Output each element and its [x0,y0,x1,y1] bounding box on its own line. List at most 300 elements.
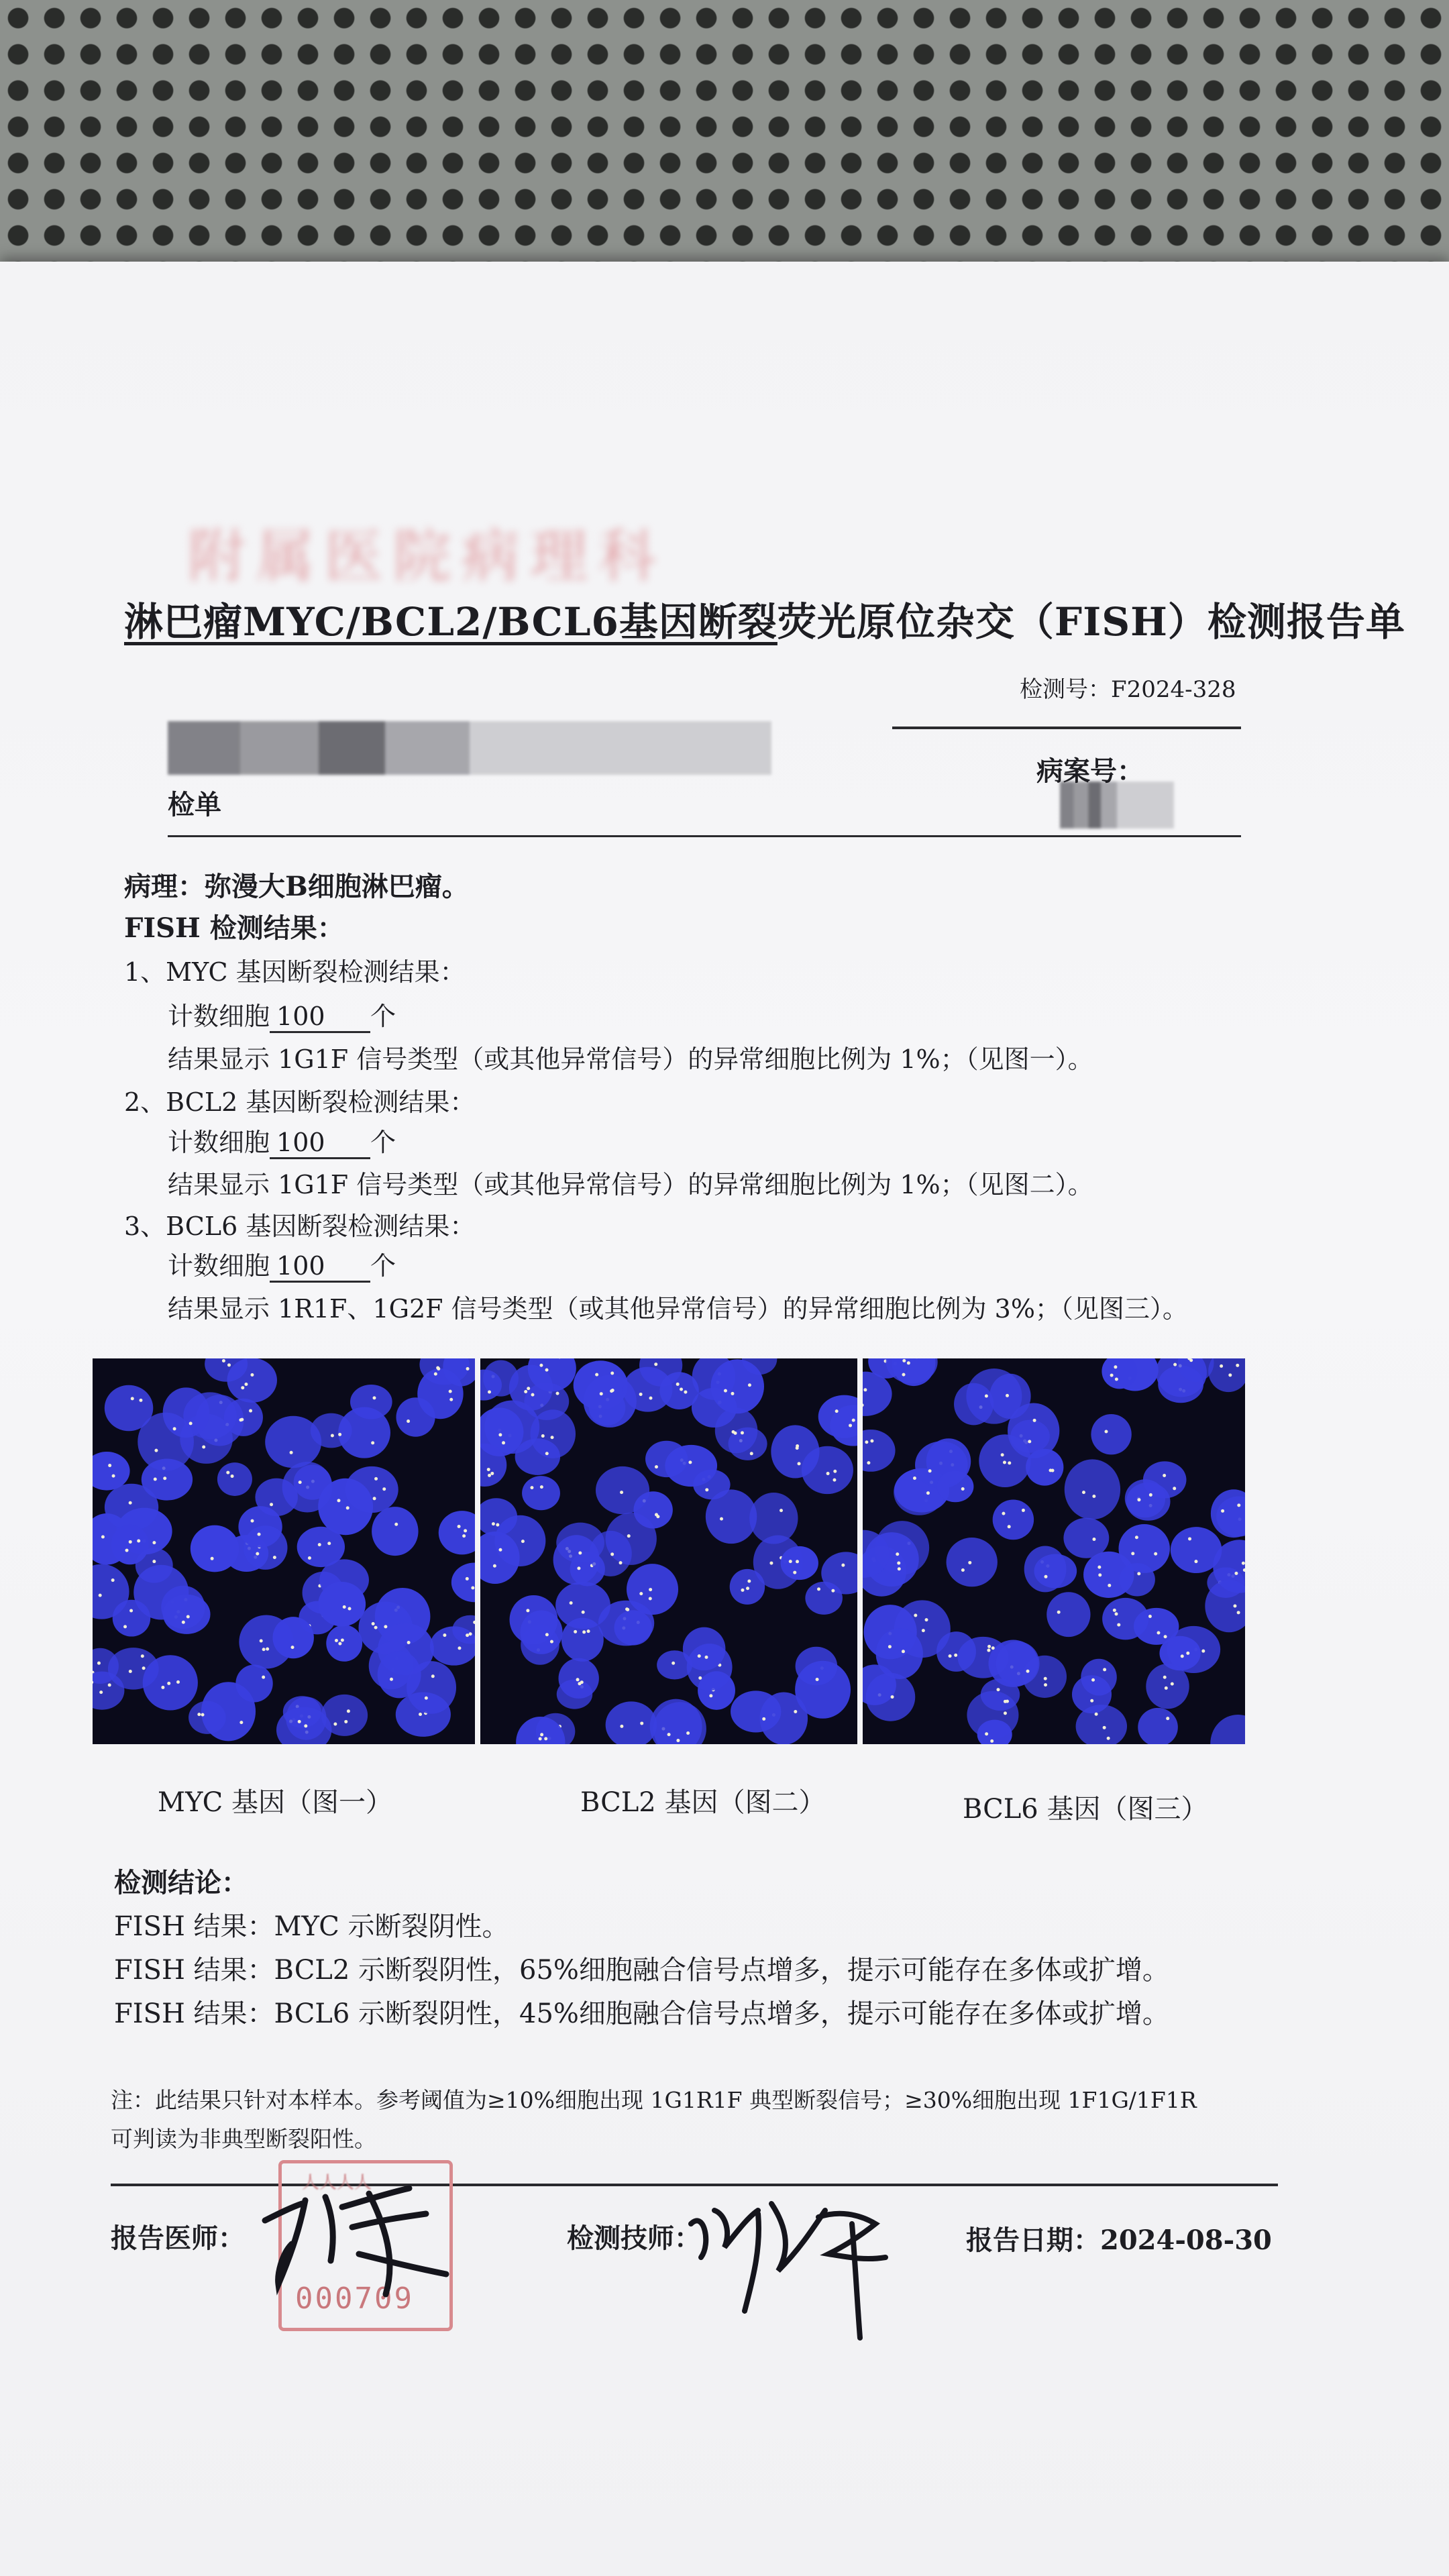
item-result: 结果显示 1G1F 信号类型（或其他异常信号）的异常细胞比例为 1%；（见图二）。 [168,1170,1093,1199]
cell-nucleus [407,1661,456,1714]
fish-signal-dot [201,1713,205,1717]
fish-signal-dot [347,1709,350,1713]
fish-signal-dot [1090,1699,1093,1703]
fish-signal-dot [526,1609,529,1612]
fish-signal-dot [649,1597,652,1600]
fish-signal-dot [985,1394,988,1397]
fish-signal-dot [1022,1509,1025,1512]
fish-signal-dot [226,1471,229,1474]
fish-signal-dot [531,1393,535,1397]
cell-nucleus [710,1359,764,1413]
fish-signal-dot [649,1588,652,1591]
fish-signal-dot [1049,1468,1053,1472]
hospital-name: 附属医院病理科 [188,523,667,590]
fish-signal-dot [577,1566,580,1570]
cell-nucleus [749,1493,798,1544]
fish-signal-dot [639,1592,643,1595]
fish-signal-dot [182,1621,185,1624]
cell-count-line [168,996,396,1033]
fish-signal-dot [466,1577,469,1580]
fish-signal-dot [698,1654,701,1658]
fish-signal-dot [487,1468,490,1471]
fish-signal-dot [390,1678,393,1681]
cell-nucleus [993,1499,1034,1540]
fish-signal-dot [539,1364,543,1367]
fish-signal-dot [338,1642,341,1646]
fish-signal-dot [902,1359,906,1362]
fish-signal-dot [437,1367,440,1371]
fish-signal-dot [291,1646,294,1649]
fish-signal-dot [154,1477,157,1481]
cell-nucleus [521,1611,563,1654]
fish-signal-dot [492,1522,495,1525]
fish-signal-dot [833,1470,837,1473]
fish-signal-dot [1163,1474,1166,1477]
figure-caption: BCL6 基因（图三） [963,1794,1208,1825]
fish-signal-dot [961,1487,965,1491]
fish-signal-dot [173,1427,176,1430]
fish-signal-dot [251,1519,254,1523]
fish-signal-dot [954,1654,957,1657]
fish-signal-dot [343,1605,346,1609]
fish-signal-dot [347,1607,351,1610]
fish-signal-dot [382,1487,386,1491]
fish-signal-dot [449,1398,453,1401]
fish-signal-dot [142,1666,146,1670]
fish-signal-dot [469,1632,472,1635]
item-result: 结果显示 1G1F 信号类型（或其他异常信号）的异常细胞比例为 1%；（见图一）。 [168,1044,1093,1074]
report-title-underlined: 淋巴瘤MYC/BCL2/BCL6基因断裂 [124,599,777,645]
cell-nucleus [1102,1598,1148,1640]
fish-signal-dot [841,1564,845,1567]
patient-info-redacted [168,721,771,775]
fish-signal-dot [1115,1378,1118,1381]
fish-signal-dot [1237,1503,1240,1507]
report-date: 报告日期：2024-08-30 [966,2224,1272,2256]
fish-signal-dot [826,1472,830,1475]
fish-signal-dot [99,1690,103,1694]
cell-nucleus [1046,1592,1090,1637]
fish-signal-dot [865,1440,868,1444]
fish-signal-dot [466,1633,469,1637]
fish-signal-dot [374,1626,378,1629]
conclusion-line: FISH 结果：BCL2 示断裂阴性，65%细胞融合信号点增多，提示可能存在多体或扩增。 [114,1955,1169,1986]
cell-nucleus [937,1471,974,1503]
fish-signal-dot [655,1513,658,1516]
cell-nucleus [439,1511,475,1554]
fish-signal-dot [582,1630,586,1633]
cell-nucleus [590,1531,632,1576]
fish-signal-dot [318,1543,321,1546]
fish-signal-dot [705,1488,708,1491]
fish-signal-dot [266,1648,269,1651]
fish-signal-dot [490,1472,494,1475]
fish-signal-dot [346,1506,350,1509]
fish-signal-dot [99,1594,102,1597]
fish-signal-dot [914,1613,917,1617]
fish-signal-dot [545,1368,549,1372]
fish-signal-dot [731,1392,734,1395]
fish-signal-dot [796,1446,799,1450]
fish-signal-dot [139,1399,142,1402]
fish-signal-dot [1114,1612,1118,1615]
cell-nucleus [866,1673,916,1721]
fish-signal-dot [298,1720,301,1723]
fish-signal-dot [724,1389,727,1393]
fish-signal-dot [258,1533,261,1536]
fish-signal-dot [434,1373,437,1376]
cell-nucleus [1138,1708,1178,1744]
fish-signal-dot [544,1737,547,1740]
fish-signal-dot [570,1601,573,1605]
fish-signal-dot [720,1517,723,1521]
fish-signal-dot [1008,1461,1011,1464]
cell-nucleus [1034,1554,1077,1589]
fish-signal-dot [260,1640,263,1643]
cell-nucleus [876,1628,923,1679]
fish-signal-dot [1113,1609,1116,1612]
fish-signal-dot [372,1396,376,1399]
cell-count-label: 计数细胞 [168,1002,270,1031]
reference-note: 可判读为非典型断裂阳性。 [111,2126,376,2152]
cell-nucleus [818,1395,857,1438]
fish-signal-dot [863,1388,867,1391]
fish-signal-dot [129,1670,132,1673]
fish-signal-dot [137,1540,140,1543]
fish-signal-dot [176,1680,180,1684]
fish-signal-dot [262,1648,266,1651]
fish-signal-dot [186,1615,190,1618]
cell-nucleus [113,1600,150,1637]
cell-count-unit: 个 [370,1251,396,1281]
conclusion-line: FISH 结果：BCL6 示断裂阴性，45%细胞融合信号点增多，提示可能存在多体或扩增。 [114,1998,1169,2029]
stamp-number: 000709 [295,2282,414,2316]
cell-nucleus [451,1563,475,1603]
fish-signal-dot [1166,1717,1169,1720]
fish-signal-dot [222,1359,225,1362]
fish-signal-dot [152,1560,156,1563]
cell-nucleus [989,1374,1031,1419]
fish-signal-dot [333,1723,337,1726]
fish-signal-dot [540,1485,543,1489]
cell-nucleus [235,1664,272,1702]
fish-signal-dot [129,1540,132,1544]
fish-signal-dot [290,1451,293,1454]
fish-signal-dot [1242,1562,1245,1565]
fish-signal-dot [1044,1677,1047,1680]
cell-nucleus [1065,1459,1120,1519]
cell-nucleus [1026,1449,1063,1486]
fish-signal-dot [600,1392,603,1395]
fish-signal-dot [582,1611,585,1614]
diagnosis: 病理：弥漫大B细胞淋巴瘤。 [124,871,469,902]
fish-signal-dot [97,1662,101,1665]
fish-signal-dot [304,1724,307,1727]
fish-signal-dot [1181,1654,1184,1658]
fish-signal-dot [1148,1615,1152,1618]
fish-signal-dot [1026,1670,1030,1673]
fish-signal-dot [1228,1373,1232,1377]
fish-image-bcl6 [863,1358,1245,1744]
fish-signal-dot [493,1564,496,1568]
fish-signal-dot [741,1431,744,1434]
cell-count-line [168,1122,396,1159]
fish-signal-dot [1103,1668,1106,1671]
fish-signal-dot [741,1589,744,1592]
fish-signal-dot [831,1589,835,1593]
fish-signal-dot [123,1625,127,1628]
fish-signal-dot [750,1452,753,1455]
cell-nucleus [1091,1414,1131,1454]
fish-signal-dot [111,1578,115,1582]
fish-signal-dot [262,1676,265,1679]
cell-nucleus [781,1546,818,1580]
fish-signal-dot [898,1567,901,1570]
fish-signal-dot [256,1552,259,1556]
fish-signal-dot [1057,1611,1061,1614]
fish-signal-dot [1173,1487,1176,1490]
fish-signal-dot [545,1452,549,1455]
fish-signal-dot [239,1721,243,1724]
cell-count-label: 计数细胞 [168,1251,270,1281]
cell-nucleus [683,1627,726,1671]
patient-info-bottom-rule [168,835,1241,837]
fish-signal-dot [1135,1536,1138,1539]
fish-signal-dot [655,1465,658,1468]
conclusion-line: FISH 结果：MYC 示断裂阴性。 [114,1911,509,1942]
fish-signal-dot [1104,1430,1108,1433]
doctor-signature [252,2174,466,2308]
fish-signal-dot [270,1503,273,1506]
fish-signal-dot [371,1441,374,1444]
fish-signal-dot [961,1568,965,1572]
fish-signal-dot [488,1474,491,1477]
fish-signal-dot [625,1607,629,1611]
fish-signal-dot [996,1688,1000,1691]
fish-signal-dot [458,1525,461,1528]
fish-signal-dot [610,1552,614,1556]
fish-signal-dot [1006,1394,1009,1397]
exam-label: 检单 [168,789,221,820]
fish-signal-dot [1194,1560,1197,1563]
cell-nucleus [596,1466,649,1514]
cell-nucleus [138,1413,194,1471]
fish-signal-dot [1233,1605,1236,1608]
fish-signal-dot [1157,1631,1160,1634]
fish-signal-dot [698,1676,702,1680]
fish-signal-dot [152,1541,156,1544]
fish-signal-dot [796,1560,799,1563]
fish-signal-dot [372,1622,375,1625]
fish-signal-dot [688,1460,692,1464]
test-number: 检测号：F2024-328 [1020,676,1236,703]
fish-signal-dot [1234,1572,1238,1575]
fish-signal-dot [576,1678,580,1681]
fish-signal-dot [1201,1650,1205,1653]
fish-signal-dot [273,1556,276,1559]
cell-nucleus [771,1425,819,1478]
fish-signal-dot [407,1419,410,1423]
fish-signal-dot [101,1536,105,1539]
fish-signal-dot [1004,1700,1007,1703]
fish-signal-dot [578,1552,582,1555]
fish-signal-dot [640,1721,643,1725]
fish-signal-dot [867,1461,870,1464]
fish-signal-dot [1236,1364,1239,1367]
fish-signal-dot [891,1695,894,1699]
fish-signal-dot [163,1477,166,1480]
fish-signal-dot [620,1491,623,1494]
fish-signal-dot [705,1656,708,1659]
fish-signal-dot [676,1739,680,1742]
fish-signal-dot [907,1361,910,1364]
cell-nucleus [282,1462,333,1512]
fish-signal-dot [574,1630,577,1633]
fish-signal-dot [108,1683,111,1686]
fish-signal-dot [928,1469,932,1472]
fish-signal-dot [335,1639,338,1642]
cell-nucleus [981,1678,1020,1711]
fish-signal-dot [241,1386,244,1389]
cell-count-label: 计数细胞 [168,1128,270,1157]
fish-signal-dot [587,1629,590,1633]
fish-signal-dot [816,1678,819,1681]
cell-nucleus [326,1625,362,1662]
cell-nucleus [947,1538,998,1587]
fish-signal-dot [521,1540,525,1543]
fish-signal-dot [524,1390,527,1393]
fish-signal-dot [1044,1575,1047,1578]
fish-signal-dot [527,1387,530,1390]
fish-signal-dot [539,1737,542,1741]
cell-nucleus [715,1408,758,1454]
fish-signal-dot [849,1424,852,1427]
fish-signal-dot [1154,1552,1157,1556]
fish-signal-dot [108,1464,111,1467]
fish-signal-dot [498,1433,502,1436]
cell-nucleus [1210,1715,1245,1744]
fish-signal-dot [1171,1682,1174,1686]
fish-signal-dot [748,1383,751,1387]
fish-signal-dot [1110,1374,1114,1377]
cell-nucleus [136,1548,173,1582]
fish-signal-dot [498,1548,502,1552]
cell-nucleus [522,1476,560,1510]
fish-signal-dot [926,1491,930,1495]
fish-signal-dot [1097,1566,1101,1569]
fish-signal-dot [1221,1509,1224,1513]
report-title-rest: 荧光原位杂交（FISH）检测报告单 [777,599,1405,645]
fish-signal-dot [762,1717,765,1721]
technician-label: 检测技师： [567,2222,701,2254]
fish-signal-dot [896,1552,899,1556]
cell-nucleus [1063,1518,1109,1558]
fish-signal-dot [466,1367,470,1371]
fish-signal-dot [1003,1461,1006,1464]
cell-nucleus [345,1466,398,1513]
cell-nucleus [645,1441,688,1477]
cell-nucleus [1081,1659,1117,1696]
fish-signal-dot [1091,1678,1095,1682]
fish-signal-dot [676,1383,680,1386]
fish-signal-dot [374,1477,378,1481]
cell-nucleus [189,1701,226,1734]
report-doctor-label: 报告医师： [111,2222,245,2254]
fish-signal-dot [464,1529,467,1532]
cell-nucleus [93,1452,130,1491]
cell-nucleus [1211,1489,1245,1538]
conclusion-heading: 检测结论： [114,1867,248,1898]
fish-signal-dot [949,1654,952,1658]
fish-signal-dot [541,1434,545,1438]
cell-nucleus [558,1658,598,1699]
cell-nucleus [372,1507,418,1556]
fish-signal-dot [299,1481,302,1484]
fish-signal-dot [471,1587,474,1590]
fish-signal-dot [231,1474,234,1478]
cell-nucleus [515,1438,560,1475]
case-number-label: 病案号： [1036,755,1144,787]
fish-signal-dot [373,1497,376,1500]
item-heading: 2、BCL2 基因断裂检测结果： [124,1087,476,1117]
fish-signal-dot [1137,1498,1140,1501]
fish-signal-dot [545,1633,549,1636]
fish-signal-dot [550,1640,553,1644]
cell-count-value: 100 [270,1251,370,1283]
cell-nucleus [606,1701,657,1744]
fish-signal-dot [458,1646,461,1650]
fish-signal-dot [897,1562,900,1565]
fish-signal-dot [1028,1440,1031,1443]
fish-signal-dot [1137,1572,1140,1575]
fish-signal-dot [667,1733,671,1736]
fish-signal-dot [197,1713,201,1716]
fish-signal-dot [161,1686,164,1689]
fish-signal-dot [1186,1652,1189,1655]
cell-count-line [168,1245,396,1283]
fish-signal-dot [202,1446,205,1449]
fish-signal-dot [449,1390,452,1393]
fish-signal-dot [1092,1538,1095,1541]
cell-nucleus [805,1582,843,1615]
fish-signal-dot [769,1562,773,1565]
fish-signal-dot [1237,1611,1240,1614]
fish-signal-dot [338,1433,341,1436]
cell-nucleus [318,1582,366,1627]
fish-signal-dot [419,1713,422,1716]
cell-nucleus [286,1697,326,1739]
fish-signal-dot [1033,1419,1036,1422]
fish-signal-dot [1107,1737,1110,1740]
fish-signal-dot [610,1371,614,1375]
fish-signal-dot [244,1383,248,1386]
fish-signal-dot [308,1556,311,1560]
fish-signal-dot [112,1474,115,1478]
cell-nucleus [561,1618,604,1662]
figure-caption: BCL2 基因（图二） [580,1787,826,1818]
fish-signal-dot [902,1373,905,1377]
fish-signal-dot [1098,1573,1102,1576]
fish-signal-dot [610,1389,613,1393]
reference-note: 注：此结果只针对本样本。参考阈值为≥10%细胞出现 1G1R1F 典型断裂信号；≥30%细胞出现 1F1G/1F1R [111,2087,1197,2113]
cell-nucleus [731,1690,781,1732]
cell-nucleus [163,1595,211,1634]
fish-signal-dot [780,1509,783,1512]
cell-nucleus [886,1358,938,1384]
fish-signal-dot [462,1534,466,1538]
fish-signal-dot [131,1397,134,1400]
fish-signal-dot [1095,1713,1098,1716]
